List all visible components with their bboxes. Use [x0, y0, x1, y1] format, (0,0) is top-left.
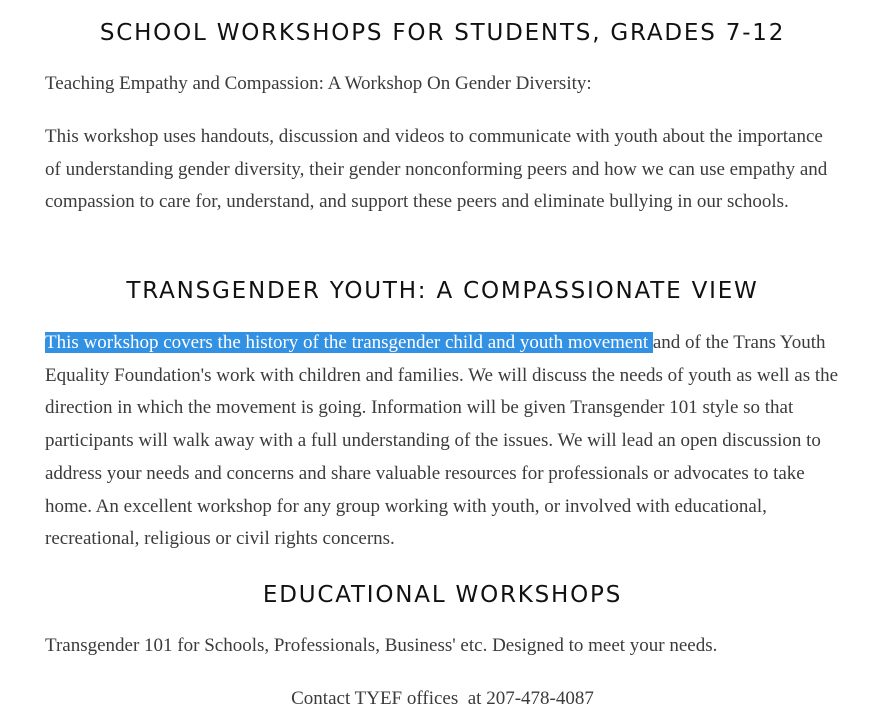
educational-workshops-heading: EDUCATIONAL WORKSHOPS: [262, 582, 623, 608]
transgender-youth-description[interactable]: [45, 327, 840, 556]
transgender-youth-heading: TRANSGENDER YOUTH: A COMPASSIONATE VIEW: [126, 278, 759, 304]
selected-text[interactable]: This workshop covers the history of the transgender child and youth movement: [45, 332, 653, 353]
school-workshop-subtitle: Teaching Empathy and Compassion: A Workshop On Gender Diversity:: [45, 73, 592, 94]
description-remainder: and of the Trans Youth Equality Foundation's work with children and families. We will discuss the needs of youth as well as the direction in which the movement is going. Information will be given Transgender 101 style so that participants will walk away with a full understanding of the issues. We will lead an open discussion to address your needs and concerns and share valuable resources for professionals or advocates to take home. An excellent workshop for any group working with youth, or involved with educational, recreational, religious or civil rights concerns.: [45, 332, 839, 550]
school-workshops-heading: SCHOOL WORKSHOPS FOR STUDENTS, GRADES 7-12: [99, 20, 786, 46]
school-workshop-description: This workshop uses handouts, discussion and videos to communicate with youth about the importance of understanding gender diversity, their gender nonconforming peers and how we can use empathy and compassion to care for, understand, and support these peers and eliminate bullying in our schools.: [45, 126, 828, 213]
educational-workshops-description: Transgender 101 for Schools, Professionals, Business' etc. Designed to meet your needs.: [45, 635, 718, 656]
contact-info: Contact TYEF offices at 207-478-4087: [291, 688, 594, 709]
